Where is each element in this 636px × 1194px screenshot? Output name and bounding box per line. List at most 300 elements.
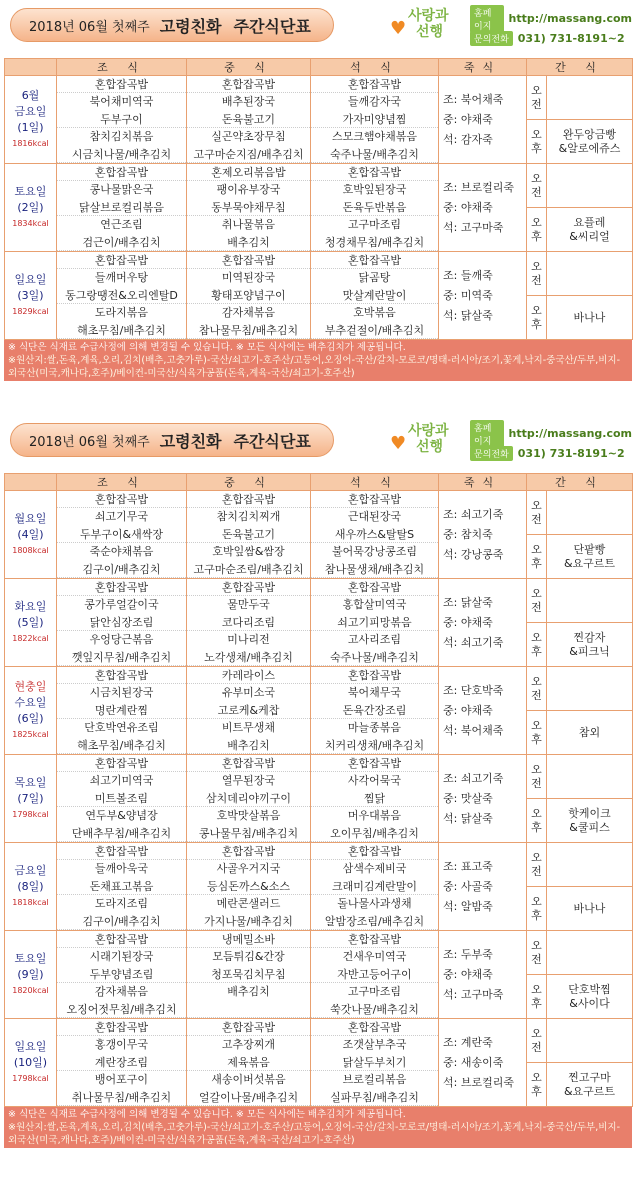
menu-item: 쇠고기피망볶음 — [311, 614, 438, 631]
footnote-notice: ※ 식단은 식재료 수급사정에 의해 변경될 수 있습니다. ※ 모든 식사에는 배추김치가 제공됩니다. — [8, 342, 406, 353]
menu-item: 물만두국 — [227, 598, 270, 612]
breakfast-cell — [57, 667, 187, 755]
menu-item: 두부구이 — [57, 111, 186, 128]
day-label: 금요일 — [14, 104, 47, 118]
am-label: 오 전 — [527, 931, 547, 975]
menu-item: 홍갱이무국 — [94, 1038, 149, 1052]
menu-item: 스모크햄야채볶음 — [331, 130, 417, 144]
porridge-item: 석: 고구마죽 — [443, 220, 504, 234]
dinner-cell — [311, 491, 439, 579]
menu-item: 감자채볶음 — [94, 985, 149, 999]
menu-item: 해초무침/배추김치 — [57, 322, 186, 339]
menu-item: 혼합잡곡밥 — [57, 579, 186, 596]
menu-item: 연근조림 — [100, 218, 143, 232]
menu-item: 혼합잡곡밥 — [311, 755, 438, 772]
day-label: 목요일 — [14, 775, 47, 789]
menu-item: 참나물생채/배추김치 — [311, 561, 438, 578]
porridge-item: 조: 계란죽 — [443, 1035, 493, 1049]
logo-line2: 선행 — [416, 24, 444, 40]
porridge-cell — [439, 252, 527, 340]
menu-item — [187, 1001, 310, 1018]
dinner-cell — [311, 931, 439, 1019]
holiday-note: 현충일 — [14, 679, 47, 693]
dinner-cell — [311, 76, 439, 164]
table-row — [5, 164, 633, 208]
title-banner — [10, 8, 334, 42]
menu-item: 단호박연유조림 — [84, 721, 159, 735]
porridge-item: 중: 맛살죽 — [443, 791, 493, 805]
menu-item: 마늘종볶음 — [347, 721, 402, 735]
menu-item: 혼합잡곡밥 — [187, 579, 310, 596]
menu-item: 고구마순지짐/배추김치 — [187, 146, 310, 163]
menu-item: 돈육불고기 — [187, 111, 310, 128]
menu-item: 콩나물맑은국 — [89, 183, 154, 197]
porridge-item: 석: 강낭콩죽 — [443, 547, 504, 561]
menu-item: 코다리조림 — [187, 614, 310, 631]
menu-item: 김구이/배추김치 — [57, 913, 186, 930]
am-label: 오 전 — [527, 667, 547, 711]
snack-pm: 완두앙금빵 &알로에쥬스 — [547, 120, 633, 164]
menu-table — [4, 58, 633, 340]
menu-item: 돈채표고볶음 — [57, 878, 186, 895]
section-header — [4, 0, 632, 58]
menu-section-week1-part1 — [4, 0, 632, 381]
menu-item: 혼합잡곡밥 — [187, 252, 310, 269]
menu-item: 혼합잡곡밥 — [311, 667, 438, 684]
menu-item: 혼합잡곡밥 — [57, 76, 186, 93]
logo-line1: 사랑과 — [408, 8, 449, 24]
pm-label: 오 후 — [527, 208, 547, 252]
table-row — [5, 1019, 633, 1063]
menu-item: 혼합잡곡밥 — [311, 76, 438, 93]
menu-item: 가자미양념찜 — [311, 111, 438, 128]
snack-pm: 단호박찜 &사이다 — [547, 975, 633, 1019]
menu-item: 삼치데리야끼구이 — [187, 790, 310, 807]
porridge-item: 석: 닭살죽 — [443, 308, 493, 322]
menu-item: 혼합잡곡밥 — [311, 931, 438, 948]
column-header: 조 식 — [57, 59, 187, 76]
menu-item: 호박잎쌈&쌈장 — [212, 545, 285, 559]
menu-item: 등심돈까스&소스 — [187, 878, 310, 895]
menu-item: 혼합잡곡밥 — [311, 1019, 438, 1036]
porridge-cell — [439, 1019, 527, 1107]
porridge-item: 중: 새송이죽 — [443, 1055, 504, 1069]
menu-item: 얼갈이나물/배추김치 — [187, 1089, 310, 1106]
table-row — [5, 76, 633, 120]
menu-item: 뱅어포구이 — [94, 1073, 149, 1087]
menu-item: 취나물볶음 — [221, 218, 276, 232]
column-header: 죽식 — [439, 59, 527, 76]
logo-line1: 사랑과 — [408, 423, 449, 439]
menu-item: 혼합잡곡밥 — [311, 491, 438, 508]
dinner-cell — [311, 1019, 439, 1107]
homepage-label: 홈페이지 — [470, 420, 504, 448]
menu-item: 혼합잡곡밥 — [311, 579, 438, 596]
table-body — [5, 491, 633, 1107]
breakfast-cell — [57, 931, 187, 1019]
menu-item: 혼합잡곡밥 — [57, 755, 186, 772]
day-cell — [5, 579, 57, 667]
snack-am — [547, 164, 633, 208]
menu-item: 참나물무침/배추김치 — [187, 322, 310, 339]
pm-label: 오 후 — [527, 711, 547, 755]
porridge-cell — [439, 755, 527, 843]
menu-item: 혼합잡곡밥 — [187, 491, 310, 508]
dinner-cell — [311, 164, 439, 252]
menu-item: 검근이/배추김치 — [57, 234, 186, 251]
column-header: 석 식 — [311, 59, 439, 76]
section-header — [4, 415, 632, 473]
menu-item: 시래기된장국 — [89, 950, 154, 964]
menu-item: 제육볶음 — [187, 1054, 310, 1071]
menu-item: 북어채무국 — [347, 686, 402, 700]
porridge-item: 석: 알밤죽 — [443, 899, 493, 913]
menu-item: 닭살브로컬리볶음 — [57, 199, 186, 216]
menu-item: 브로컬리볶음 — [342, 1073, 407, 1087]
menu-item: 죽순야채볶음 — [89, 545, 154, 559]
porridge-item: 석: 쇠고기죽 — [443, 635, 504, 649]
menu-item: 알밤장조림/배추김치 — [311, 913, 438, 930]
porridge-item: 석: 감자죽 — [443, 132, 493, 146]
pm-label: 오 후 — [527, 296, 547, 340]
day-cell — [5, 667, 57, 755]
snack-pm: 찐고구마 &요구르트 — [547, 1063, 633, 1107]
homepage-link[interactable]: http://massang.com — [508, 427, 632, 440]
day-label: 일요일 — [14, 272, 47, 286]
menu-item: 팽이유부장국 — [216, 183, 281, 197]
menu-item: 쇠고기미역국 — [89, 774, 154, 788]
menu-item: 닭안심장조림 — [57, 614, 186, 631]
porridge-item: 조: 표고죽 — [443, 859, 493, 873]
menu-item: 실곤약초장무침 — [211, 130, 286, 144]
homepage-link[interactable]: http://massang.com — [508, 12, 632, 25]
menu-item: 배추김치 — [187, 737, 310, 754]
porridge-item: 조: 쇠고기죽 — [443, 771, 504, 785]
table-row — [5, 252, 633, 296]
footnote-notice: ※ 식단은 식재료 수급사정에 의해 변경될 수 있습니다. ※ 모든 식사에는 배추김치가 제공됩니다. — [8, 1109, 406, 1120]
menu-item: 크래미김계란말이 — [311, 878, 438, 895]
porridge-item: 조: 단호박죽 — [443, 683, 504, 697]
heart-icon: ♥ — [390, 433, 407, 454]
column-header: 석 식 — [311, 474, 439, 491]
day-label: (1일) — [17, 120, 44, 134]
menu-item: 배추김치 — [227, 985, 270, 999]
porridge-cell — [439, 491, 527, 579]
porridge-item: 조: 두부죽 — [443, 947, 493, 961]
menu-item: 도라지볶음 — [94, 306, 149, 320]
pm-label: 오 후 — [527, 623, 547, 667]
snack-am — [547, 931, 633, 975]
day-label: 금요일 — [14, 863, 47, 877]
contact-info — [470, 425, 632, 465]
snack-am — [547, 843, 633, 887]
column-header: 조 식 — [57, 474, 187, 491]
menu-item: 맛살계란말이 — [311, 287, 438, 304]
snack-pm: 바나나 — [547, 296, 633, 340]
calorie-value: 1808kcal — [12, 545, 49, 555]
pm-label: 오 후 — [527, 799, 547, 843]
column-header: 중 식 — [187, 59, 311, 76]
calorie-value: 1798kcal — [12, 809, 49, 819]
menu-item: 해초무침/배추김치 — [57, 737, 186, 754]
day-cell — [5, 252, 57, 340]
porridge-item: 중: 야채죽 — [443, 615, 493, 629]
menu-item: 냉메밀소바 — [187, 931, 310, 948]
lunch-cell — [187, 76, 311, 164]
menu-item: 혼합잡곡밥 — [57, 931, 186, 948]
menu-item: 호박맛살볶음 — [216, 809, 281, 823]
menu-item: 혼합잡곡밥 — [57, 491, 186, 508]
menu-item: 닭살두부치기 — [311, 1054, 438, 1071]
lunch-cell — [187, 1019, 311, 1107]
phone-number: 031) 731-8191~2 — [517, 32, 625, 45]
menu-item: 도라지조림 — [94, 897, 149, 911]
menu-item: 고사리조림 — [347, 633, 402, 647]
dinner-cell — [311, 667, 439, 755]
menu-item: 혼합잡곡밥 — [187, 843, 310, 860]
logo-line2: 선행 — [416, 439, 444, 455]
menu-item: 삼색수제비국 — [342, 862, 407, 876]
footnote-origin: ※원산지:쌀,돈육,계육,오리,김치(배추,고춧가루)-국산/쇠고기-호주산/고등어,오징어-국산/갈치-모로코/명태-러시아/조기,꽃게,낙지-중국산/두부,비지-외국산(미국,캐나다,호주)/베이컨-미국산/식육가공품(돈육,계육-국산/쇠고기-호주산) — [8, 355, 621, 379]
snack-am — [547, 491, 633, 535]
heart-icon: ♥ — [390, 18, 407, 39]
table-body — [5, 76, 633, 340]
porridge-item: 중: 야채죽 — [443, 703, 493, 717]
menu-item: 취나물무침/배추김치 — [57, 1089, 186, 1106]
column-header: 간 식 — [527, 59, 633, 76]
breakfast-cell — [57, 1019, 187, 1107]
logo — [390, 6, 462, 46]
menu-item: 모듬튀김&간장 — [212, 950, 285, 964]
table-row — [5, 579, 633, 623]
day-cell — [5, 164, 57, 252]
lunch-cell — [187, 843, 311, 931]
menu-item: 명란계란찜 — [57, 702, 186, 719]
menu-item: 혼합잡곡밥 — [57, 164, 186, 181]
dinner-cell — [311, 252, 439, 340]
porridge-item: 석: 닭살죽 — [443, 811, 493, 825]
snack-am — [547, 76, 633, 120]
menu-item: 혼합잡곡밥 — [187, 1019, 310, 1036]
day-label: (8일) — [17, 879, 44, 893]
porridge-item: 조: 들깨죽 — [443, 268, 493, 282]
porridge-item: 중: 야채죽 — [443, 200, 493, 214]
menu-item: 조갯살부추국 — [342, 1038, 407, 1052]
logo — [390, 421, 462, 461]
column-header: 중 식 — [187, 474, 311, 491]
menu-item: 참치김치찌개 — [216, 510, 281, 524]
porridge-cell — [439, 667, 527, 755]
day-cell — [5, 76, 57, 164]
menu-item: 숙주나물/배추김치 — [311, 649, 438, 666]
title-date: 2018년 06월 첫째주 — [29, 434, 150, 450]
table-header-row — [5, 59, 633, 76]
menu-item: 혼합잡곡밥 — [57, 667, 186, 684]
menu-item: 부추겉절이/배추김치 — [311, 322, 438, 339]
footnote — [4, 340, 632, 381]
snack-am — [547, 755, 633, 799]
menu-item: 돌나물사과생채 — [337, 897, 412, 911]
day-label: (3일) — [17, 288, 44, 302]
day-cell — [5, 1019, 57, 1107]
menu-item: 혼합잡곡밥 — [187, 76, 310, 93]
lunch-cell — [187, 931, 311, 1019]
menu-item: 들깨감자국 — [347, 95, 402, 109]
phone-number: 031) 731-8191~2 — [517, 447, 625, 460]
pm-label: 오 후 — [527, 1063, 547, 1107]
snack-pm: 단팥빵 &요구르트 — [547, 535, 633, 579]
menu-item: 오이무침/배추김치 — [311, 825, 438, 842]
am-label: 오 전 — [527, 579, 547, 623]
porridge-item: 중: 사골죽 — [443, 879, 493, 893]
pm-label: 오 후 — [527, 887, 547, 931]
menu-item: 혼합잡곡밥 — [311, 164, 438, 181]
menu-item: 동그랑땡전&오리엔탈D — [57, 287, 186, 304]
table-row — [5, 491, 633, 535]
porridge-item: 석: 고구마죽 — [443, 987, 504, 1001]
calorie-value: 1834kcal — [12, 218, 49, 228]
day-label: 6월 — [21, 88, 40, 102]
porridge-item: 중: 야채죽 — [443, 112, 493, 126]
menu-item: 호박잎된장국 — [342, 183, 407, 197]
title-sub: 주간식단표 — [233, 431, 311, 451]
menu-item: 깻잎지무침/배추김치 — [57, 649, 186, 666]
menu-item: 홍합살미역국 — [342, 598, 407, 612]
menu-item: 혼합잡곡밥 — [57, 252, 186, 269]
porridge-item: 석: 브로컬리죽 — [443, 1075, 514, 1089]
menu-item: 실파무침/배추김치 — [311, 1089, 438, 1106]
menu-item: 동부묵야채무침 — [187, 199, 310, 216]
snack-am — [547, 252, 633, 296]
logo-text — [408, 423, 449, 455]
lunch-cell — [187, 579, 311, 667]
column-header — [5, 474, 57, 491]
menu-item: 배추된장국 — [221, 95, 276, 109]
menu-item: 고구마조림 — [347, 218, 402, 232]
menu-section-week1-part2 — [4, 415, 632, 1148]
menu-item: 혼합잡곡밥 — [311, 843, 438, 860]
calorie-value: 1798kcal — [12, 1073, 49, 1083]
day-label: (7일) — [17, 791, 44, 805]
menu-item: 시금치나물/배추김치 — [57, 146, 186, 163]
menu-item: 고로케&케찹 — [187, 702, 310, 719]
column-header: 죽식 — [439, 474, 527, 491]
calorie-value: 1818kcal — [12, 897, 49, 907]
pm-label: 오 후 — [527, 975, 547, 1019]
snack-pm: 핫케이크 &쿨피스 — [547, 799, 633, 843]
menu-item: 미나리전 — [227, 633, 270, 647]
day-label: (10일) — [13, 1055, 48, 1069]
day-cell — [5, 491, 57, 579]
snack-pm: 찐감자 &피크닉 — [547, 623, 633, 667]
contact-info — [470, 10, 632, 50]
menu-item: 들깨머우탕 — [94, 271, 149, 285]
menu-item: 두부양념조림 — [57, 966, 186, 983]
porridge-item: 조: 쇠고기죽 — [443, 507, 504, 521]
table-row — [5, 667, 633, 711]
menu-item: 혼제오리볶음밥 — [187, 164, 310, 181]
menu-item: 두부구이&새싹장 — [57, 526, 186, 543]
breakfast-cell — [57, 491, 187, 579]
porridge-cell — [439, 843, 527, 931]
menu-table — [4, 473, 633, 1107]
dinner-cell — [311, 755, 439, 843]
menu-item: 돈육간장조림 — [311, 702, 438, 719]
title-sub: 주간식단표 — [233, 16, 311, 36]
day-label: (5일) — [17, 615, 44, 629]
menu-item: 유부미소국 — [221, 686, 276, 700]
footnote-origin: ※원산지:쌀,돈육,계육,오리,김치(배추,고춧가루)-국산/쇠고기-호주산/고등어,오징어-국산/갈치-모로코/명태-러시아/조기,꽃게,낙지-중국산/두부,비지-외국산(미국,캐나다,호주)/베이컨-미국산/식육가공품(돈육,계육-국산/쇠고기-호주산) — [8, 1122, 621, 1146]
menu-item: 고구마순조림/배추김치 — [187, 561, 310, 578]
porridge-cell — [439, 76, 527, 164]
menu-item: 근대된장국 — [347, 510, 402, 524]
menu-item: 북어채미역국 — [89, 95, 154, 109]
menu-item: 찜닭 — [311, 790, 438, 807]
menu-item: 사각어묵국 — [347, 774, 402, 788]
day-cell — [5, 931, 57, 1019]
porridge-item: 중: 참치죽 — [443, 527, 493, 541]
menu-item: 건새우미역국 — [342, 950, 407, 964]
menu-item: 가지나물/배추김치 — [187, 913, 310, 930]
porridge-cell — [439, 579, 527, 667]
am-label: 오 전 — [527, 164, 547, 208]
title-banner — [10, 423, 334, 457]
menu-item: 황태포양념구이 — [187, 287, 310, 304]
breakfast-cell — [57, 579, 187, 667]
menu-item: 쇠고기무국 — [94, 510, 149, 524]
menu-item: 배추김치 — [187, 234, 310, 251]
menu-item: 감자채볶음 — [221, 306, 276, 320]
menu-item: 청경채무침/배추김치 — [311, 234, 438, 251]
table-header-row — [5, 474, 633, 491]
day-label: (9일) — [17, 967, 44, 981]
menu-item: 쑥갓나물/배추김치 — [311, 1001, 438, 1018]
porridge-item: 조: 북어채죽 — [443, 92, 504, 106]
pm-label: 오 후 — [527, 535, 547, 579]
calorie-value: 1820kcal — [12, 985, 49, 995]
snack-am — [547, 667, 633, 711]
day-label: 수요일 — [14, 695, 47, 709]
lunch-cell — [187, 252, 311, 340]
porridge-item: 석: 북어채죽 — [443, 723, 504, 737]
calorie-value: 1816kcal — [12, 138, 49, 148]
am-label: 오 전 — [527, 491, 547, 535]
menu-item: 단배추무침/배추김치 — [57, 825, 186, 842]
homepage-label: 홈페이지 — [470, 5, 504, 33]
menu-item: 고추장찌개 — [221, 1038, 276, 1052]
menu-item: 비트무생채 — [221, 721, 276, 735]
porridge-item: 조: 브로컬리죽 — [443, 180, 514, 194]
menu-item: 돈육불고기 — [187, 526, 310, 543]
menu-item: 계란장조림 — [57, 1054, 186, 1071]
menu-item: 머우대볶음 — [347, 809, 402, 823]
calorie-value: 1829kcal — [12, 306, 49, 316]
menu-item: 숙주나물/배추김치 — [311, 146, 438, 163]
day-cell — [5, 843, 57, 931]
porridge-cell — [439, 931, 527, 1019]
menu-item: 김구이/배추김치 — [57, 561, 186, 578]
breakfast-cell — [57, 755, 187, 843]
snack-pm: 바나나 — [547, 887, 633, 931]
dinner-cell — [311, 843, 439, 931]
table-row — [5, 755, 633, 799]
menu-item: 닭곰탕 — [358, 271, 391, 285]
table-row — [5, 931, 633, 975]
menu-item: 미트볼조림 — [57, 790, 186, 807]
dinner-cell — [311, 579, 439, 667]
day-label: (6일) — [17, 711, 44, 725]
porridge-item: 중: 야채죽 — [443, 967, 493, 981]
